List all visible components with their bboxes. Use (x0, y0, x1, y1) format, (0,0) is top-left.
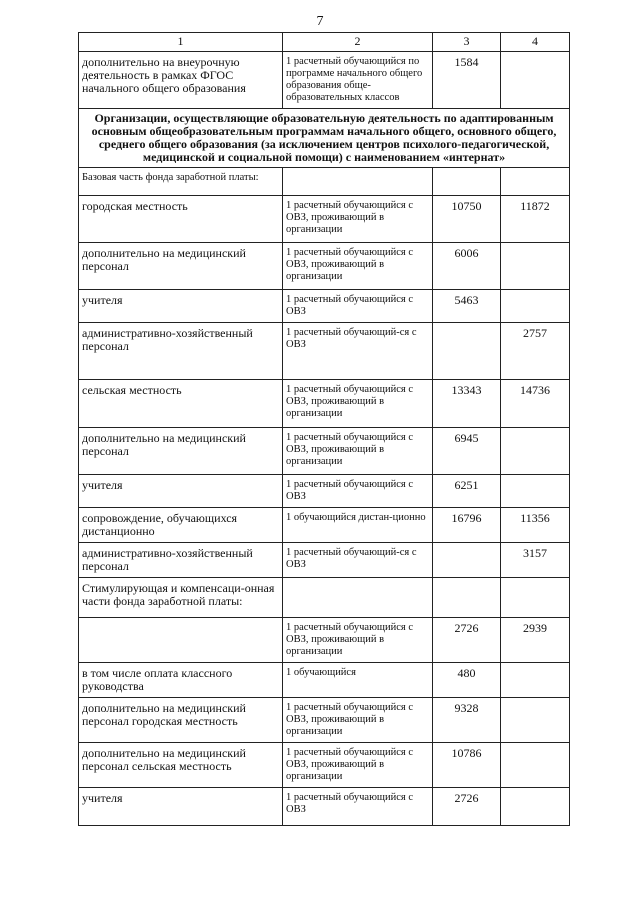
table-row (79, 698, 570, 743)
row-unit: 1 расчетный обучающийся с ОВЗ (283, 290, 433, 323)
row-name: учителя (79, 475, 283, 508)
row-value-3: 6945 (433, 428, 501, 475)
table-row (79, 52, 570, 109)
row-value-3: 480 (433, 663, 501, 698)
base-part-label: Базовая часть фонда заработной платы: (79, 168, 283, 196)
table-header-row (79, 33, 570, 52)
row-value-3: 10750 (433, 196, 501, 243)
table-row (79, 290, 570, 323)
row-value-3: 9328 (433, 698, 501, 743)
table-row (79, 788, 570, 826)
header-cell: 1 (79, 33, 283, 52)
row-name: дополнительно на медицинский персонал (79, 428, 283, 475)
section-title: Организации, осуществляющие образовательную деятельность по адаптированным основным общеобразовательным программам начального общего, основного общего, среднего общего образования (за исключением центров психолого-педагогической, медицинской и социальной помощи) с наименованием «интернат» (79, 109, 570, 168)
table-row (79, 618, 570, 663)
row-value-3: 10786 (433, 743, 501, 788)
table-row (79, 743, 570, 788)
row-value-4: 2757 (501, 323, 570, 380)
row-value-4 (501, 743, 570, 788)
row-name: административно-хозяйственный персонал (79, 323, 283, 380)
row-unit: 1 расчетный обучающийся с ОВЗ (283, 475, 433, 508)
section-header-row (79, 109, 570, 168)
allocation-table (78, 32, 570, 826)
row-name: дополнительно на медицинский персонал (79, 243, 283, 290)
row-value-4 (501, 663, 570, 698)
row-unit: 1 обучающийся (283, 663, 433, 698)
row-name: учителя (79, 788, 283, 826)
row-value-4 (501, 52, 570, 109)
row-value-4 (501, 475, 570, 508)
row-unit: 1 расчетный обучающийся с ОВЗ (283, 788, 433, 826)
row-value-4 (501, 290, 570, 323)
row-value-4: 14736 (501, 380, 570, 428)
table-row (79, 323, 570, 380)
header-cell: 3 (433, 33, 501, 52)
subheading-row (79, 168, 570, 196)
row-name: административно-хозяйственный персонал (79, 543, 283, 578)
row-value-3: 2726 (433, 618, 501, 663)
table-row (79, 428, 570, 475)
table-row (79, 196, 570, 243)
row-unit: 1 расчетный обучающийся по программе начального общего образования обще-образовательных классов (283, 52, 433, 109)
table-row (79, 475, 570, 508)
row-unit: 1 расчетный обучающийся с ОВЗ, проживающий в организации (283, 196, 433, 243)
table-row (79, 508, 570, 543)
row-value-3: 13343 (433, 380, 501, 428)
row-value-4 (501, 428, 570, 475)
table-row (79, 663, 570, 698)
row-value-4: 2939 (501, 618, 570, 663)
table-row (79, 243, 570, 290)
row-name: учителя (79, 290, 283, 323)
table-row (79, 543, 570, 578)
row-value-4 (501, 243, 570, 290)
row-name: сопровождение, обучающихся дистанционно (79, 508, 283, 543)
row-name (79, 618, 283, 663)
row-name: дополнительно на медицинский персонал сельская местность (79, 743, 283, 788)
row-unit: 1 расчетный обучающий-ся с ОВЗ (283, 323, 433, 380)
row-unit: 1 расчетный обучающийся с ОВЗ, проживающий в организации (283, 698, 433, 743)
row-value-3: 6006 (433, 243, 501, 290)
row-name: дополнительно на медицинский персонал городская местность (79, 698, 283, 743)
row-name: в том числе оплата классного руководства (79, 663, 283, 698)
header-cell: 2 (283, 33, 433, 52)
row-unit: 1 обучающийся дистан-ционно (283, 508, 433, 543)
row-unit: 1 расчетный обучающий-ся с ОВЗ (283, 543, 433, 578)
table-row (79, 380, 570, 428)
row-name: сельская местность (79, 380, 283, 428)
row-value-4: 11356 (501, 508, 570, 543)
row-value-3: 5463 (433, 290, 501, 323)
row-value-4 (501, 698, 570, 743)
row-value-4: 11872 (501, 196, 570, 243)
row-unit: 1 расчетный обучающийся с ОВЗ, проживающий в организации (283, 428, 433, 475)
header-cell: 4 (501, 33, 570, 52)
row-value-3: 1584 (433, 52, 501, 109)
row-value-3 (433, 323, 501, 380)
page-number: 7 (316, 14, 324, 29)
row-unit: 1 расчетный обучающийся с ОВЗ, проживающий в организации (283, 243, 433, 290)
row-unit: 1 расчетный обучающийся с ОВЗ, проживающий в организации (283, 743, 433, 788)
row-value-4: 3157 (501, 543, 570, 578)
row-unit: 1 расчетный обучающийся с ОВЗ, проживающий в организации (283, 380, 433, 428)
row-value-3: 16796 (433, 508, 501, 543)
row-name: дополнительно на внеурочную деятельность в рамках ФГОС начального общего образования (79, 52, 283, 109)
subheading-row (79, 578, 570, 618)
stimulating-part-label: Стимулирующая и компенсаци-онная части фонда заработной платы: (79, 578, 283, 618)
row-value-3: 6251 (433, 475, 501, 508)
row-name: городская местность (79, 196, 283, 243)
row-unit: 1 расчетный обучающийся с ОВЗ, проживающий в организации (283, 618, 433, 663)
row-value-3: 2726 (433, 788, 501, 826)
row-value-4 (501, 788, 570, 826)
row-value-3 (433, 543, 501, 578)
